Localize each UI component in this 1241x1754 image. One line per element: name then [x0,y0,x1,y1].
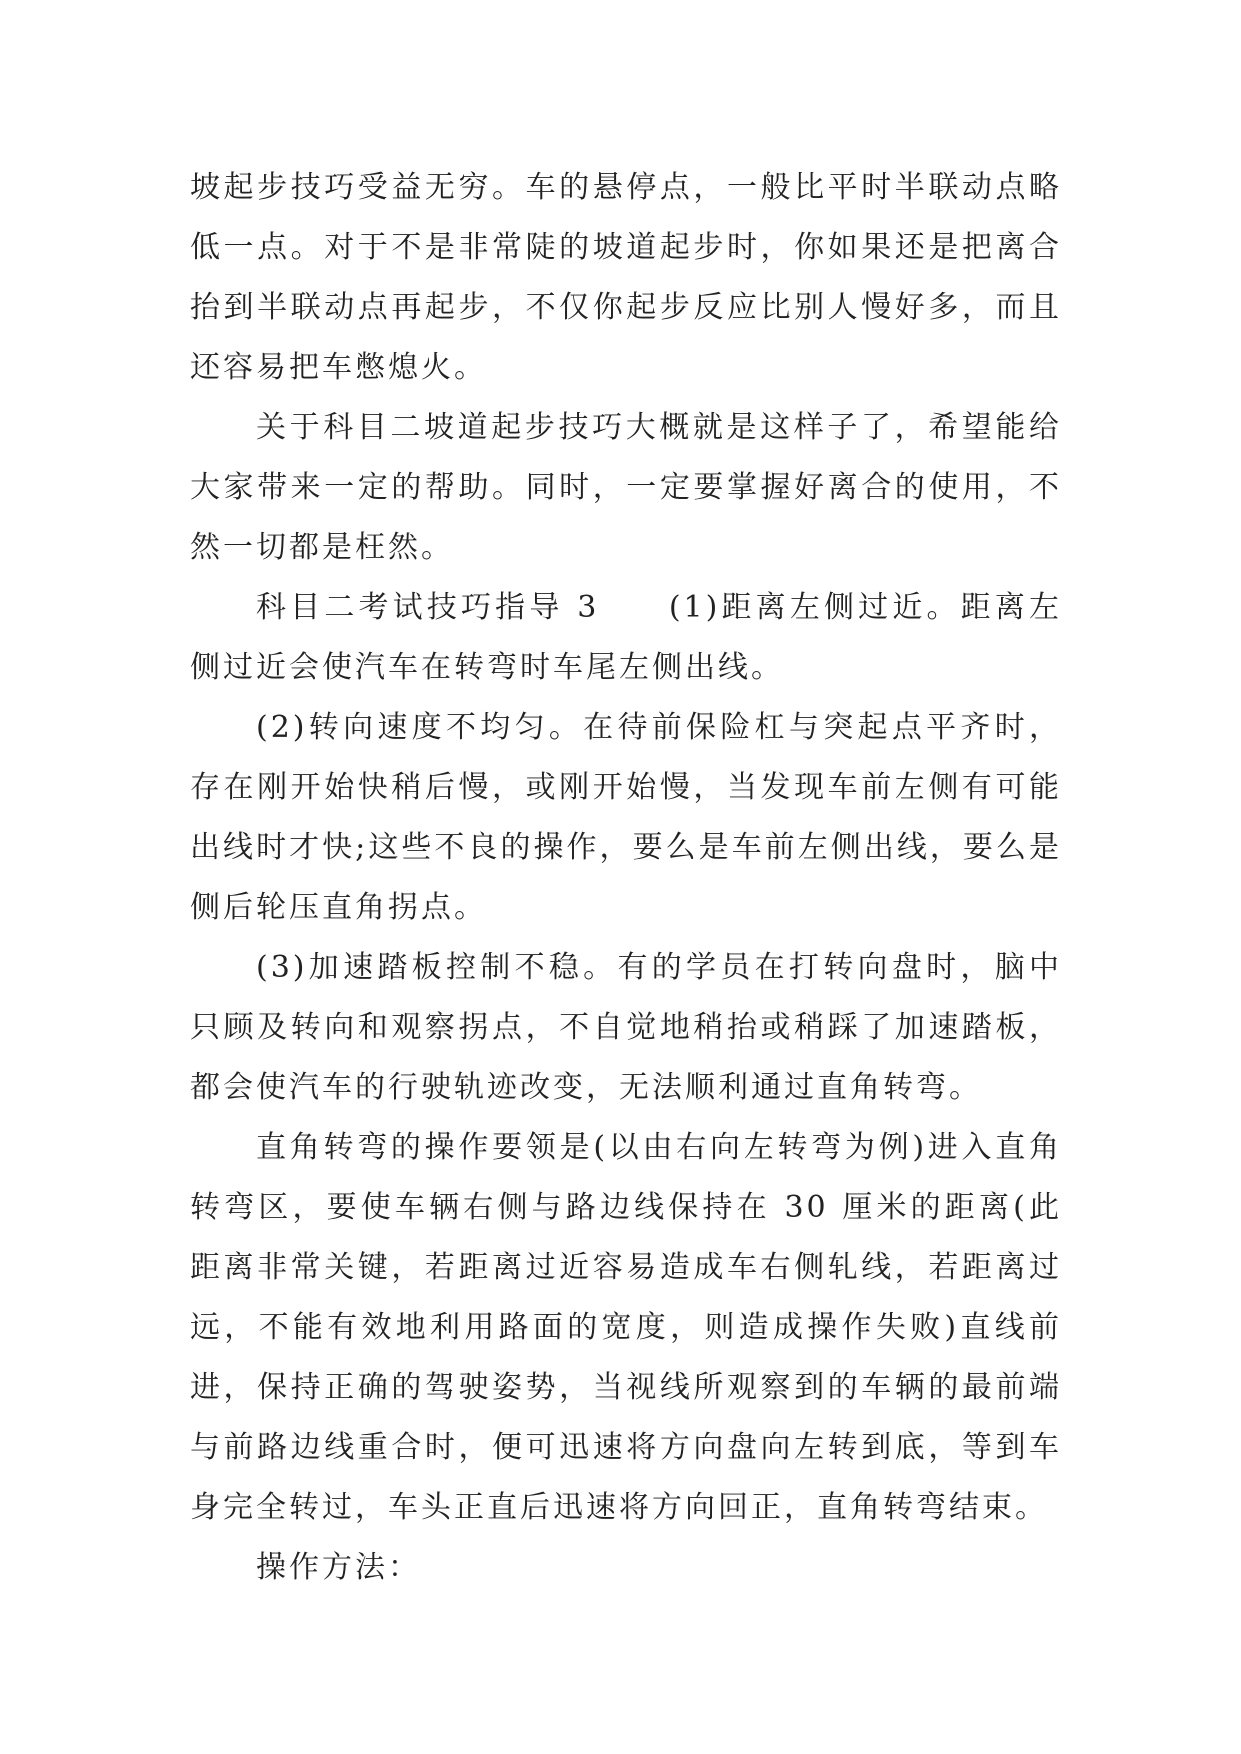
paragraph-operation-method: 操作方法： [256,1550,421,1585]
paragraph-uneven-steering: (2)转向速度不均匀。在待前保险杠与突起点平齐时，存在刚开始快稍后慢，或刚开始慢，当发现车前左侧有可能出线时才快;这些不良的操作，要么是车前左侧出线，要么是侧后轮压直角拐点。 [190,710,1062,925]
paragraph-accelerator-control: (3)加速踏板控制不稳。有的学员在打转向盘时，脑中只顾及转向和观察拐点，不自觉地稍抬或稍踩了加速踏板，都会使汽车的行驶轨迹改变，无法顺利通过直角转弯。 [190,950,1062,1105]
paragraph-right-angle-turn: 直角转弯的操作要领是(以由右向左转弯为例)进入直角转弯区，要使车辆右侧与路边线保持在 30 厘米的距离(此距离非常关键，若距离过近容易造成车右侧轧线，若距离过远，不能有效地利用路面的宽度，则造成操作失败)直线前进，保持正确的驾驶姿势，当视线所观察到的车辆的最前端与前路边线重合时，便可迅速将方向盘向左转到底，等到车身完全转过，车头正直后迅速将方向回正，直角转弯结束。 [190,1130,1062,1525]
document-body [190,158,1062,1598]
paragraph-hill-start-summary: 关于科目二坡道起步技巧大概就是这样子了，希望能给大家带来一定的帮助。同时，一定要掌握好离合的使用，不然一切都是枉然。 [190,410,1062,565]
paragraph-tip-3-left-too-close: 科目二考试技巧指导 3 (1)距离左侧过近。距离左侧过近会使汽车在转弯时车尾左侧出线。 [190,590,1062,685]
paragraph-hill-start-continued: 坡起步技巧受益无穷。车的悬停点，一般比平时半联动点略低一点。对于不是非常陡的坡道起步时，你如果还是把离合抬到半联动点再起步，不仅你起步反应比别人慢好多，而且还容易把车憋熄火。 [190,170,1062,385]
